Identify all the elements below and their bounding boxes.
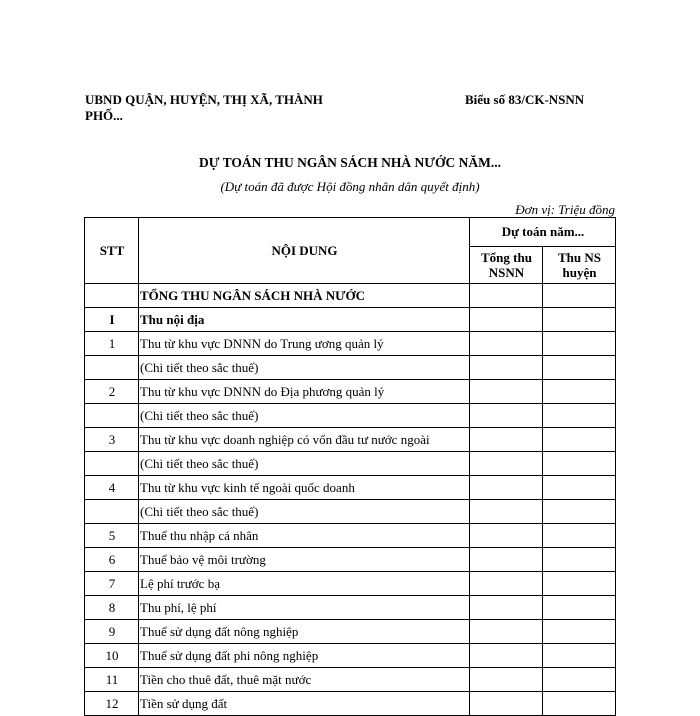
row-total-revenue (470, 500, 543, 524)
row-total-revenue (470, 572, 543, 596)
row-stt (85, 284, 139, 308)
row-district-revenue (543, 428, 616, 452)
row-content: TỔNG THU NGÂN SÁCH NHÀ NƯỚC (139, 284, 470, 308)
row-district-revenue (543, 404, 616, 428)
issuing-authority-line2: PHỐ... (85, 108, 123, 123)
row-content: (Chi tiết theo sắc thuế) (139, 356, 470, 380)
header-stt: STT (85, 218, 139, 284)
row-content: Thuế sử dụng đất phi nông nghiệp (139, 644, 470, 668)
row-district-revenue (543, 380, 616, 404)
row-content: Tiền cho thuê đất, thuê mặt nước (139, 668, 470, 692)
row-total-revenue (470, 452, 543, 476)
header-content: NỘI DUNG (139, 218, 470, 284)
row-district-revenue (543, 476, 616, 500)
row-stt (85, 500, 139, 524)
row-district-revenue (543, 356, 616, 380)
row-total-revenue (470, 644, 543, 668)
row-content: Thu phí, lệ phí (139, 596, 470, 620)
header-estimate-year: Dự toán năm... (470, 218, 616, 247)
row-total-revenue (470, 284, 543, 308)
row-total-revenue (470, 428, 543, 452)
table-row (85, 452, 616, 476)
header-total-revenue: Tổng thu NSNN (470, 247, 543, 284)
row-stt: 7 (85, 572, 139, 596)
row-district-revenue (543, 284, 616, 308)
row-district-revenue (543, 596, 616, 620)
row-total-revenue (470, 596, 543, 620)
row-total-revenue (470, 692, 543, 716)
row-total-revenue (470, 332, 543, 356)
row-stt: 9 (85, 620, 139, 644)
row-content: Tiền sử dụng đất (139, 692, 470, 716)
issuing-authority-line1: UBND QUẬN, HUYỆN, THỊ XÃ, THÀNH (85, 92, 323, 107)
row-total-revenue (470, 308, 543, 332)
row-district-revenue (543, 500, 616, 524)
row-content: Thu nội địa (139, 308, 470, 332)
row-stt: 12 (85, 692, 139, 716)
row-content: Lệ phí trước bạ (139, 572, 470, 596)
table-row (85, 572, 616, 596)
row-stt: 3 (85, 428, 139, 452)
row-content: (Chi tiết theo sắc thuế) (139, 404, 470, 428)
row-district-revenue (543, 548, 616, 572)
row-district-revenue (543, 572, 616, 596)
table-row (85, 548, 616, 572)
row-district-revenue (543, 452, 616, 476)
table-row (85, 668, 616, 692)
row-total-revenue (470, 476, 543, 500)
row-content: Thu từ khu vực DNNN do Địa phương quản lý (139, 380, 470, 404)
revenue-table (84, 217, 616, 716)
issuing-authority (85, 92, 375, 124)
table-row (85, 356, 616, 380)
row-stt (85, 356, 139, 380)
row-total-revenue (470, 356, 543, 380)
table-row (85, 404, 616, 428)
row-content: Thu từ khu vực kinh tế ngoài quốc doanh (139, 476, 470, 500)
row-stt: 8 (85, 596, 139, 620)
row-stt (85, 404, 139, 428)
table-row (85, 380, 616, 404)
table-row (85, 308, 616, 332)
header-district-revenue: Thu NS huyện (543, 247, 616, 284)
table-row (85, 500, 616, 524)
row-stt: 4 (85, 476, 139, 500)
row-stt: 6 (85, 548, 139, 572)
unit-label: Đơn vị: Triệu đồng (515, 202, 615, 217)
table-row (85, 692, 616, 716)
table-row (85, 524, 616, 548)
row-district-revenue (543, 668, 616, 692)
row-total-revenue (470, 380, 543, 404)
document-title: DỰ TOÁN THU NGÂN SÁCH NHÀ NƯỚC NĂM... (198, 155, 501, 170)
table-row (85, 596, 616, 620)
row-total-revenue (470, 548, 543, 572)
row-total-revenue (470, 668, 543, 692)
row-stt (85, 452, 139, 476)
row-stt: 1 (85, 332, 139, 356)
row-district-revenue (543, 524, 616, 548)
row-content: Thuế thu nhập cá nhân (139, 524, 470, 548)
row-stt: I (85, 308, 139, 332)
table-row (85, 332, 616, 356)
table-body (85, 284, 616, 716)
row-content: Thu từ khu vực DNNN do Trung ương quản lý (139, 332, 470, 356)
row-district-revenue (543, 332, 616, 356)
row-stt: 10 (85, 644, 139, 668)
row-total-revenue (470, 620, 543, 644)
row-stt: 5 (85, 524, 139, 548)
row-content: (Chi tiết theo sắc thuế) (139, 500, 470, 524)
row-content: Thuế sử dụng đất nông nghiệp (139, 620, 470, 644)
form-number: Biểu số 83/CK-NSNN (465, 92, 585, 107)
table-row (85, 428, 616, 452)
row-stt: 11 (85, 668, 139, 692)
row-total-revenue (470, 404, 543, 428)
table-row (85, 476, 616, 500)
row-district-revenue (543, 620, 616, 644)
row-content: Thu từ khu vực doanh nghiệp có vốn đầu tư nước ngoài (139, 428, 470, 452)
row-district-revenue (543, 692, 616, 716)
row-district-revenue (543, 644, 616, 668)
document-subtitle: (Dự toán đã được Hội đồng nhân dân quyết định) (220, 179, 480, 194)
table-row (85, 620, 616, 644)
row-content: (Chi tiết theo sắc thuế) (139, 452, 470, 476)
row-stt: 2 (85, 380, 139, 404)
row-content: Thuế bảo vệ môi trường (139, 548, 470, 572)
row-district-revenue (543, 308, 616, 332)
row-total-revenue (470, 524, 543, 548)
table-row (85, 284, 616, 308)
table-row (85, 644, 616, 668)
